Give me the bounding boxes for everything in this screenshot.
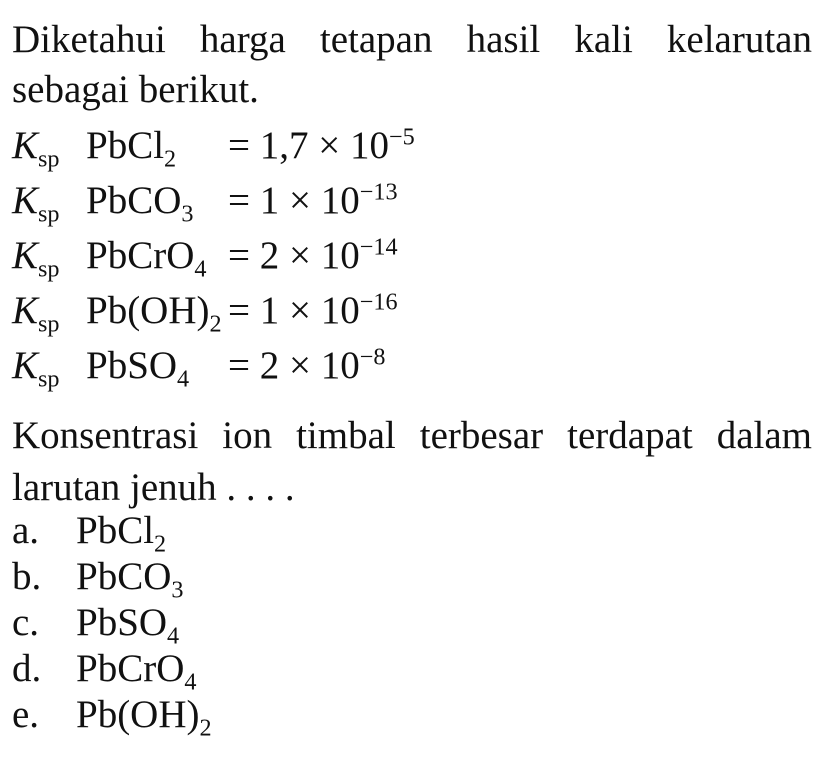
option-letter: e. [12,693,40,736]
option-letter: a. [12,509,40,552]
ksp-symbol: $K_{sp}$ [12,344,60,393]
ksp-symbol: $K_{sp}$ [12,234,60,283]
ksp-value: = $1 \times 10^{-13}$ [228,178,398,222]
ksp-row-pbso4 [12,338,532,394]
compound-formula: PbCO$_3$ [86,179,194,228]
option-formula: PbCrO$_4$ [76,647,197,696]
option-formula: PbCO$_3$ [76,555,184,604]
option-formula: PbSO$_4$ [76,601,180,650]
option-letter: b. [12,555,42,598]
option-letter: d. [12,647,42,690]
option-formula: $Pb(OH)_2$ [76,693,212,742]
option-formula: PbCl$_2$ [76,509,167,558]
compound-formula: PbCl$_2$ [86,124,177,173]
option-b[interactable] [12,554,412,604]
ksp-symbol: $K_{sp}$ [12,124,60,173]
question-line-1: Konsentrasi ion timbal terbesar terdapat dalam [12,414,812,457]
option-d[interactable] [12,646,412,696]
ksp-row-pbcl2 [12,118,532,174]
option-c[interactable] [12,600,412,650]
compound-formula: $Pb(OH)_2$ [86,289,222,338]
ksp-row-pbco3 [12,173,532,229]
intro-line-2: sebagai berikut. [12,68,259,111]
ksp-row-pbcro4 [12,228,532,284]
ksp-symbol: $K_{sp}$ [12,289,60,338]
intro-line-1: Diketahui harga tetapan hasil kali kelarutan [12,18,812,61]
option-letter: c. [12,601,40,644]
ksp-value: = $1,7 \times 10^{-5}$ [228,123,415,167]
ksp-symbol: $K_{sp}$ [12,179,60,228]
option-e[interactable] [12,692,412,742]
option-a[interactable] [12,508,412,558]
ksp-value: = $2 \times 10^{-14}$ [228,233,398,277]
compound-formula: PbSO$_4$ [86,344,190,393]
question-line-2: larutan jenuh . . . . [12,466,295,509]
compound-formula: PbCrO$_4$ [86,234,207,283]
ksp-value: = $2 \times 10^{-8}$ [228,343,386,387]
ksp-value: = $1 \times 10^{-16}$ [228,288,398,332]
ksp-row-pboh2 [12,283,532,339]
